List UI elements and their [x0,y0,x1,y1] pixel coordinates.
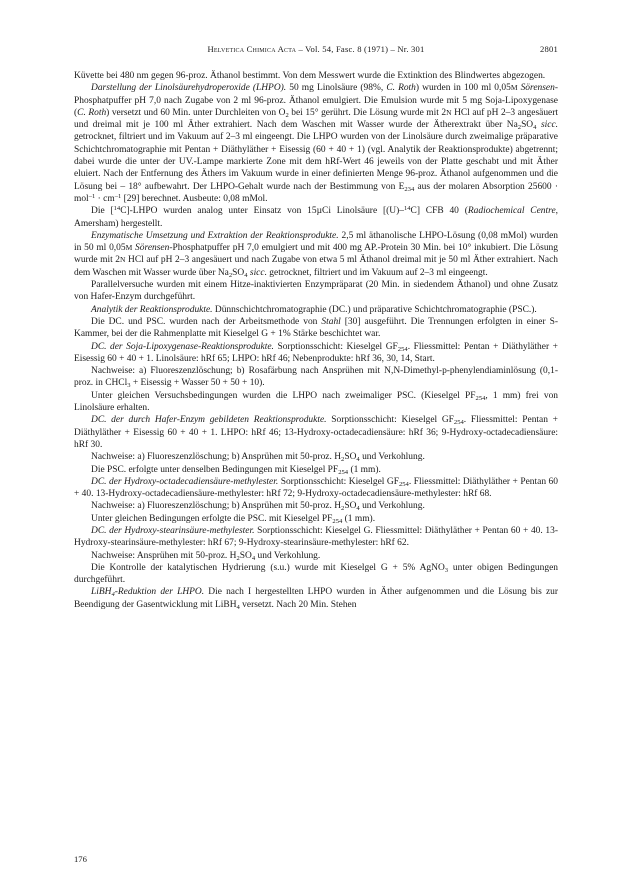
footer-page-number: 176 [74,854,87,864]
paragraph: Nachweise: a) Fluoreszenzlöschung; b) Ansprühen mit 50-proz. $H_2SO_4$ und Verkohlung. [91,501,425,513]
section-title: Analytik der Reaktionsprodukte. [91,304,213,315]
journal-header [74,44,558,54]
paragraph: Nachweise: Ansprühen mit 50-proz. $H_2SO_4$ und Verkohlung. [91,550,321,562]
paragraph-dc-hafer: DC. der durch Hafer-Enzym gebildeten Reaktionsprodukte. Sorptionsschicht: Kieselgel $GF_{254}$. Fliessmittel: Pentan + Diäthyläther + Eisessig 60 + 40 + 1. LHPO: hRf 46; 13-Hydroxy-octadecadiensäure: hRf 36; 9-Hydroxy-octadecadiensäure: hRf 30. [74,415,558,450]
paragraph: Küvette bei 480 nm gegen 96-proz. Äthanol bestimmt. Von dem Messwert wurde die Extinktion des Blindwertes abgezogen. [74,71,546,81]
section-title: DC. der Soja-Lipoxygenase-Reaktionsprodukte. [91,341,274,352]
paragraph: Die DC. und PSC. wurden nach der Arbeitsmethode von Stahl [30] ausgeführt. Die Trennungen erfolgten in einer S-Kammer, bei der die Rahmenplatte mit Kieselgel G + 1% Stärke beschichtet war. [74,316,558,340]
page-number: 2801 [540,44,558,54]
paragraph-dc-hydroxy-stearin: DC. der Hydroxy-stearinsäure-methylester. Sorptionsschicht: Kieselgel G. Fliessmittel: Diäthyläther + Pentan 60 + 40. 13-Hydroxy-stearinsäure-methylester: hRf 67; 9-Hydroxy-stearinsäure-methylester: hRf 62. [74,525,558,549]
paragraph: Unter gleichen Versuchsbedingungen wurden die LHPO nach zweimaliger PSC. (Kieselgel $PF_{254}$, 1 mm) frei von Linolsäure erhalten. [74,390,559,414]
paragraph-analytics: Analytik der Reaktionsprodukte. Dünnschichtchromatographie (DC.) und präparative Schichtchromatographie (PSC.). [91,304,537,315]
paragraph: Nachweise: a) Fluoreszenzlöschung; b) Rosafärbung nach Ansprühen mit N,N-Dimethyl-p-phenylendiaminlösung (0,1-proz. in CHCl$_3$ + Eisessig + Wasser 50 + 50 + 10). [74,366,558,390]
paragraph-dc-soja: DC. der Soja-Lipoxygenase-Reaktionsprodukte. Sorptionsschicht: Kieselgel $GF_{254}$. Fliessmittel: Pentan + Diäthyläther + Eisessig 60 + 40 + 1. Linolsäure: hRf 65; LHPO: hRf 46; Nebenprodukte: hRf 36, 30, 14, Start. [74,341,558,364]
paragraph-libh4-reduction: LiBH$_4$-Reduktion der LHPO. Die nach I hergestellten LHPO wurden in Äther aufgenommen und die Lösung bis zur Beendigung der Gasentwicklung mit LiBH$_4$ versetzt. Nach 20 Min. Stehen [74,587,558,611]
paragraph: Die [$^{14}$C]-LHPO wurden analog unter Einsatz von 15µCi Linolsäure [(U)–$^{14}$C] CFB 40 (Radiochemical Centre, Amersham) hergestellt. [74,205,559,229]
paragraph-lhpo-preparation: Darstellung der Linolsäurehydroperoxide (LHPO). 50 mg Linolsäure (98%, C. Roth) wurden in 100 ml 0,05M Sörensen-Phosphatpuffer pH 7,0 nach Zugabe von 2 ml 96-proz. Äthanol emulgiert. Die Emulsion wurde mit 5 mg Soja-Lipoxygenase (C. Roth) versetzt und 60 Min. unter Durchleiten von $O_2$ bei 15° gerührt. Die Lösung wurde mit 2N HCl auf pH 2–3 angesäuert und dreimal mit je 100 ml Äther extrahiert. Nach dem Waschen mit Wasser wurde der Ätherextrakt über $Na_2SO_4$ sicc. getrocknet, filtriert und im Vakuum auf 2–3 ml eingeengt. Die LHPO wurden von der Linolsäure durch zweimalige präparative Schichtchromatographie mit Pentan + Diäthyläther + Eisessig (60 + 40 + 1) (vgl. Analytik der Reaktionsprodukte) abgetrennt; dabei wurde die unter der UV.-Lampe markierte Zone mit dem hRf-Wert 46 jeweils von der Platte geschabt und mit Äther eluiert. Nach der Entfernung des Äthers im Vakuum wurde in einer definierten Menge 96-proz. Äthanol aufgenommen und die Lösung bei – 18° aufbewahrt. Der LHPO-Gehalt wurde nach der Bestimmung von $E_{234}$ aus der molaren Absorption $25600 \cdot mol^{-1} \cdot cm^{-1}$ [29] berechnet. Ausbeute: 0,08 mMol. [74,83,558,204]
page [74,44,558,611]
journal-name: Helvetica Chimica Acta [207,44,297,54]
paragraph: Die PSC. erfolgte unter denselben Bedingungen mit Kieselgel $PF_{254}$ (1 mm). [91,464,381,476]
section-title: Enzymatische Umsetzung und Extraktion der Reaktionsprodukte. [91,230,339,241]
journal-details: – Vol. 54, Fasc. 8 (1971) – Nr. 301 [296,44,425,54]
section-title: LiBH$_4$-Reduktion der LHPO. [91,587,205,599]
paragraph: Unter gleichen Bedingungen erfolgte die PSC. mit Kieselgel $PF_{254}$ (1 mm). [91,513,376,525]
paragraph-dc-hydroxy-octadecadien: DC. der Hydroxy-octadecadiensäure-methylester. Sorptionsschicht: Kieselgel $GF_{254}$. Fliessmittel: Diäthyläther + Pentan 60 + 40. 13-Hydroxy-octadecadiensäure-methylester: hRf 72; 9-Hydroxy-octadecadiensäure-methylester: hRf 68. [74,476,558,500]
running-header [74,44,558,60]
article-body [74,70,558,611]
paragraph: Die Kontrolle der katalytischen Hydrierung (s.u.) wurde mit Kieselgel G + 5% AgNO$_3$ unter obigen Bedingungen durchgeführt. [74,562,558,586]
section-title: Darstellung der Linolsäurehydroperoxide (LHPO). [91,83,287,94]
paragraph-enzymatic-conversion: Enzymatische Umsetzung und Extraktion der Reaktionsprodukte. 2,5 ml äthanolische LHPO-Lösung (0,08 mMol) wurden in 50 ml 0,05M Sörensen-Phosphatpuffer pH 7,0 emulgiert und mit 400 mg AP.-Protein 30 Min. bei 10° inkubiert. Die Lösung wurde mit 2N HCl auf pH 2–3 angesäuert und nach Zugabe von etwa 5 ml Äthanol dreimal mit je 50 ml Äther extrahiert. Nach dem Waschen mit Wasser wurde über $Na_2SO_4$ sicc. getrocknet, filtriert und im Vakuum auf 2–3 ml eingeengt. [74,230,559,279]
section-title: DC. der Hydroxy-stearinsäure-methylester. [91,525,255,536]
section-title: DC. der Hydroxy-octadecadiensäure-methylester. [91,476,279,487]
paragraph: Nachweise: a) Fluoreszenzlöschung; b) Ansprühen mit 50-proz. $H_2SO_4$ und Verkohlung. [91,452,425,464]
section-title: DC. der durch Hafer-Enzym gebildeten Reaktionsprodukte. [91,415,327,426]
paragraph: Parallelversuche wurden mit einem Hitze-inaktivierten Enzympräparat (20 Min. in siedendem Äthanol) und ohne Zusatz von Hafer-Enzym durchgeführt. [74,280,558,303]
